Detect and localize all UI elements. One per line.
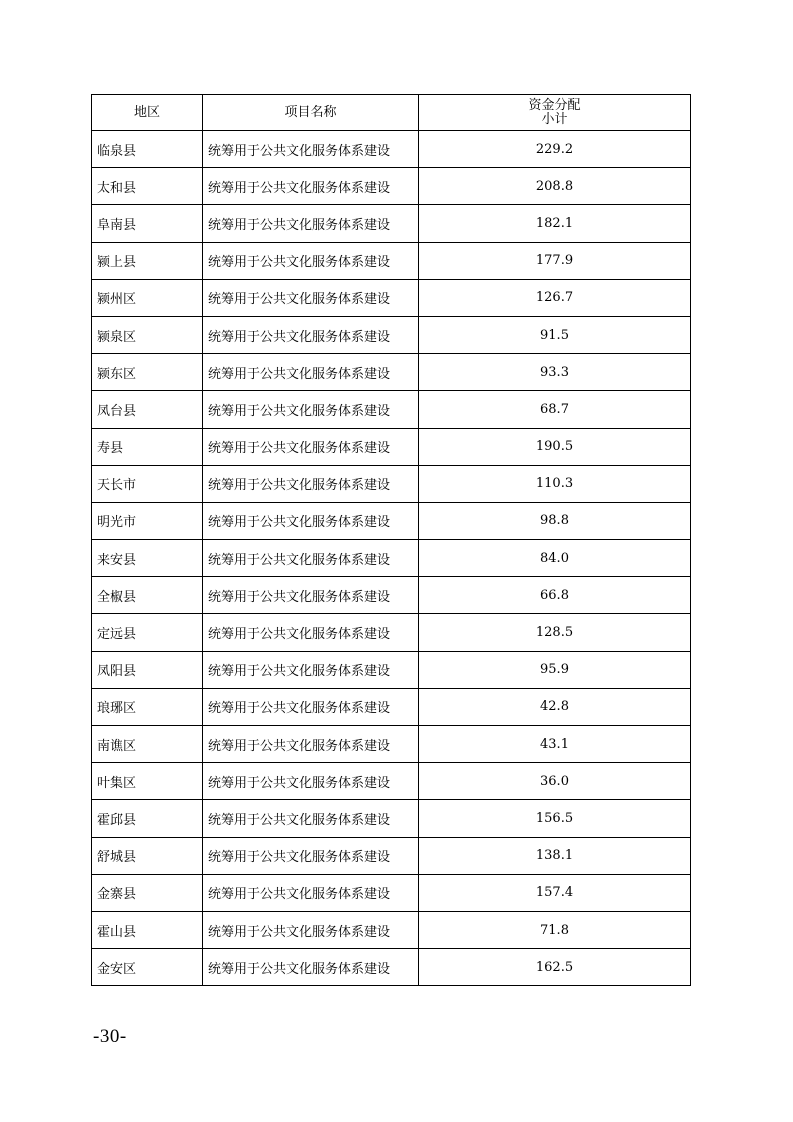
table-row <box>92 911 691 948</box>
project-name-cell: 统筹用于公共文化服务体系建设 <box>203 651 419 688</box>
region-cell: 霍邱县 <box>92 800 203 837</box>
table-row <box>92 465 691 502</box>
project-name-cell: 统筹用于公共文化服务体系建设 <box>203 763 419 800</box>
project-name-cell: 统筹用于公共文化服务体系建设 <box>203 874 419 911</box>
table-row <box>92 688 691 725</box>
table-row <box>92 131 691 168</box>
table-row <box>92 874 691 911</box>
region-cell: 霍山县 <box>92 911 203 948</box>
project-name-cell: 统筹用于公共文化服务体系建设 <box>203 688 419 725</box>
fund-allocation-table <box>91 94 691 986</box>
table-row <box>92 763 691 800</box>
amount-cell: 182.1 <box>419 205 691 242</box>
amount-cell: 68.7 <box>419 391 691 428</box>
project-name-cell: 统筹用于公共文化服务体系建设 <box>203 242 419 279</box>
region-cell: 南谯区 <box>92 726 203 763</box>
table-row <box>92 428 691 465</box>
table-row <box>92 837 691 874</box>
region-cell: 颍东区 <box>92 354 203 391</box>
region-cell: 阜南县 <box>92 205 203 242</box>
table-row <box>92 577 691 614</box>
region-cell: 颍州区 <box>92 279 203 316</box>
table-row <box>92 279 691 316</box>
region-cell: 叶集区 <box>92 763 203 800</box>
region-cell: 颍泉区 <box>92 316 203 353</box>
header-region: 地区 <box>92 95 203 131</box>
project-name-cell: 统筹用于公共文化服务体系建设 <box>203 726 419 763</box>
region-cell: 定远县 <box>92 614 203 651</box>
table-row <box>92 242 691 279</box>
region-cell: 琅琊区 <box>92 688 203 725</box>
header-project-name: 项目名称 <box>203 95 419 131</box>
table-row <box>92 726 691 763</box>
amount-cell: 84.0 <box>419 540 691 577</box>
project-name-cell: 统筹用于公共文化服务体系建设 <box>203 577 419 614</box>
table-row <box>92 949 691 986</box>
amount-cell: 128.5 <box>419 614 691 651</box>
amount-cell: 93.3 <box>419 354 691 391</box>
amount-cell: 36.0 <box>419 763 691 800</box>
amount-cell: 110.3 <box>419 465 691 502</box>
amount-cell: 126.7 <box>419 279 691 316</box>
region-cell: 全椒县 <box>92 577 203 614</box>
project-name-cell: 统筹用于公共文化服务体系建设 <box>203 540 419 577</box>
table-row <box>92 316 691 353</box>
table-row <box>92 168 691 205</box>
amount-cell: 156.5 <box>419 800 691 837</box>
region-cell: 太和县 <box>92 168 203 205</box>
amount-cell: 91.5 <box>419 316 691 353</box>
table-row <box>92 502 691 539</box>
header-row <box>92 95 691 131</box>
project-name-cell: 统筹用于公共文化服务体系建设 <box>203 428 419 465</box>
project-name-cell: 统筹用于公共文化服务体系建设 <box>203 279 419 316</box>
project-name-cell: 统筹用于公共文化服务体系建设 <box>203 949 419 986</box>
project-name-cell: 统筹用于公共文化服务体系建设 <box>203 391 419 428</box>
region-cell: 金安区 <box>92 949 203 986</box>
header-fund-allocation-line2: 小计 <box>541 111 568 127</box>
table-row <box>92 391 691 428</box>
amount-cell: 190.5 <box>419 428 691 465</box>
project-name-cell: 统筹用于公共文化服务体系建设 <box>203 911 419 948</box>
table-header <box>92 95 691 131</box>
table-row <box>92 614 691 651</box>
region-cell: 凤台县 <box>92 391 203 428</box>
project-name-cell: 统筹用于公共文化服务体系建设 <box>203 800 419 837</box>
project-name-cell: 统筹用于公共文化服务体系建设 <box>203 502 419 539</box>
header-fund-allocation <box>419 95 691 131</box>
project-name-cell: 统筹用于公共文化服务体系建设 <box>203 131 419 168</box>
project-name-cell: 统筹用于公共文化服务体系建设 <box>203 837 419 874</box>
table-row <box>92 651 691 688</box>
project-name-cell: 统筹用于公共文化服务体系建设 <box>203 205 419 242</box>
table-row <box>92 540 691 577</box>
amount-cell: 71.8 <box>419 911 691 948</box>
amount-cell: 95.9 <box>419 651 691 688</box>
project-name-cell: 统筹用于公共文化服务体系建设 <box>203 168 419 205</box>
region-cell: 舒城县 <box>92 837 203 874</box>
region-cell: 寿县 <box>92 428 203 465</box>
table-row <box>92 354 691 391</box>
amount-cell: 229.2 <box>419 131 691 168</box>
amount-cell: 138.1 <box>419 837 691 874</box>
table-row <box>92 205 691 242</box>
header-fund-allocation-line1: 资金分配 <box>528 97 581 113</box>
table-row <box>92 800 691 837</box>
amount-cell: 98.8 <box>419 502 691 539</box>
region-cell: 颍上县 <box>92 242 203 279</box>
project-name-cell: 统筹用于公共文化服务体系建设 <box>203 465 419 502</box>
region-cell: 来安县 <box>92 540 203 577</box>
region-cell: 金寨县 <box>92 874 203 911</box>
page-number: -30- <box>93 1026 127 1047</box>
amount-cell: 42.8 <box>419 688 691 725</box>
project-name-cell: 统筹用于公共文化服务体系建设 <box>203 614 419 651</box>
project-name-cell: 统筹用于公共文化服务体系建设 <box>203 316 419 353</box>
amount-cell: 177.9 <box>419 242 691 279</box>
amount-cell: 208.8 <box>419 168 691 205</box>
amount-cell: 66.8 <box>419 577 691 614</box>
region-cell: 临泉县 <box>92 131 203 168</box>
amount-cell: 157.4 <box>419 874 691 911</box>
region-cell: 明光市 <box>92 502 203 539</box>
amount-cell: 162.5 <box>419 949 691 986</box>
region-cell: 天长市 <box>92 465 203 502</box>
table-body <box>92 131 691 986</box>
region-cell: 凤阳县 <box>92 651 203 688</box>
project-name-cell: 统筹用于公共文化服务体系建设 <box>203 354 419 391</box>
amount-cell: 43.1 <box>419 726 691 763</box>
